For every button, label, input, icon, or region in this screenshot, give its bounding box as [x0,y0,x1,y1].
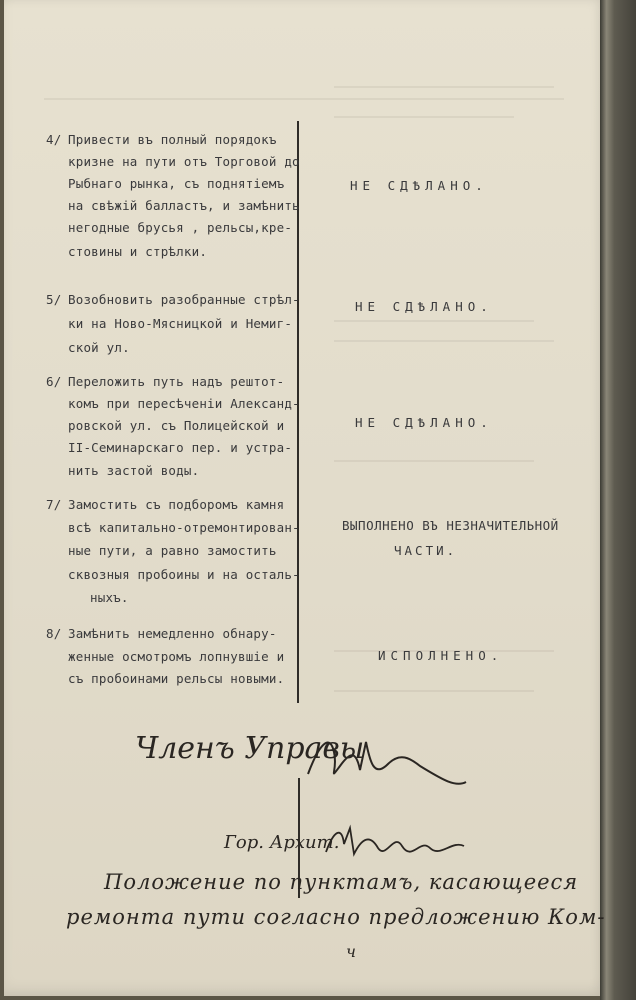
item-text-line: Привести въ полный порядокъ [68,132,277,147]
item-number: 4/ [46,132,62,147]
signature-scrawl-a [300,722,470,792]
item-text-line: Замостить съ подборомъ камня [68,497,285,512]
item-text-line: сквозныя пробоины и на осталь- [68,567,300,582]
item-number: 8/ [46,626,62,641]
item-6-status: НЕ СДѢЛАНО. [355,415,493,430]
item-8-status: ИСПОЛНЕНО. [378,648,504,663]
item-text-line: ныхъ. [90,590,129,605]
item-text-line: съ пробоинами рельсы новыми. [68,671,285,686]
item-4 [46,132,298,262]
item-text-line: Возобновить разобранные стрѣл- [68,292,300,307]
item-text-line: стовины и стрѣлки. [68,244,208,259]
item-text-line: Переложить путь надъ рештот- [68,374,285,389]
handwritten-signature-architect: Гор. Архит. [224,832,340,853]
handwritten-note-line-3: ч [346,942,356,961]
item-number: 7/ [46,497,62,512]
item-number: 5/ [46,292,62,307]
item-text-line: женные осмотромъ лопнувшіе и [68,649,285,664]
handwritten-note-line-1: Положение по пунктамъ, касающееся [104,870,579,894]
signature-scrawl-b [320,818,470,868]
item-text-line: всѣ капитально-отремонтирован- [68,520,300,535]
handwritten-note-line-2: ремонта пути согласно предложению Ком- [66,905,606,929]
item-text-line: ской ул. [68,340,130,355]
item-6 [46,374,298,484]
item-number: 6/ [46,374,62,389]
item-7 [46,497,298,607]
item-text-line: II-Семинарскаго пер. и устра- [68,440,293,455]
item-text-line: Рыбнаго рынка, съ поднятіемъ [68,176,285,191]
handwritten-signature-title: Членъ Управы [135,731,365,766]
item-text-line: нить застой воды. [68,463,200,478]
item-5-status: НЕ СДѢЛАНО. [355,299,493,314]
item-text-line: Замѣнить немедленно обнару- [68,626,277,641]
book-edge [600,0,636,1000]
item-8 [46,626,298,686]
item-text-line: ные пути, а равно замостить [68,543,277,558]
item-5 [46,292,300,355]
item-7-status-cont: ЧАСТИ. [394,543,458,558]
item-text-line: на свѣжій балластъ, и замѣнить [68,198,300,213]
item-text-line: ровской ул. съ Полицейской и [68,418,285,433]
item-7-status: ВЫПОЛНЕНО ВЪ НЕЗНАЧИТЕЛЬНОЙ [342,518,559,533]
item-text-line: кризне на пути отъ Торговой до [68,154,300,169]
item-text-line: комъ при пересѣченіи Александ- [68,396,300,411]
item-text-line: негодные брусья , рельсы,кре- [68,220,293,235]
item-text-line: ки на Ново-Мясницкой и Немиг- [68,316,293,331]
item-4-status: НЕ СДѢЛАНО. [350,178,488,193]
